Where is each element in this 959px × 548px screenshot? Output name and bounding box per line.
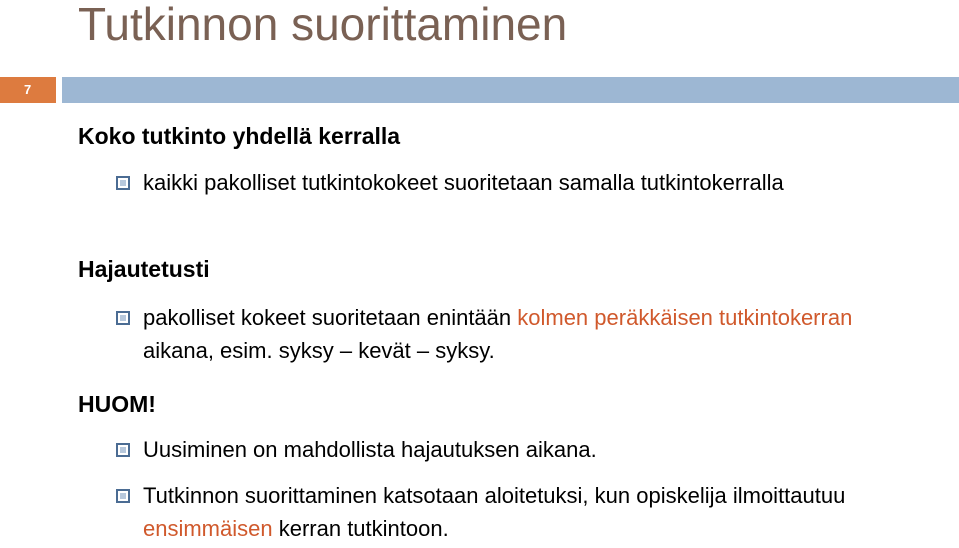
accent-bar <box>62 77 959 103</box>
square-bullet-icon <box>116 489 130 503</box>
bullet-text: Uusiminen on mahdollista hajautuksen aikana. <box>143 437 597 462</box>
square-bullet-icon <box>116 176 130 190</box>
heading-hajautetusti: Hajautetusti <box>78 256 210 282</box>
text-part: pakolliset kokeet suoritetaan enintään <box>143 305 518 330</box>
bullet-text <box>116 301 896 367</box>
square-bullet-icon <box>116 443 130 457</box>
bullet-text <box>116 479 896 545</box>
highlight-text: kolmen peräkkäisen tutkintokerran <box>517 305 853 330</box>
header-bar <box>0 77 959 103</box>
text-part: kerran tutkintoon. <box>272 516 449 541</box>
text-part: aikana, esim. syksy – kevät – syksy. <box>143 338 495 363</box>
heading-koko-tutkinto: Koko tutkinto yhdellä kerralla <box>78 123 401 149</box>
bullet-hajautetusti <box>116 301 896 367</box>
bullet-tutkinnon-suorittaminen <box>116 479 896 545</box>
slide-title: Tutkinnon suorittaminen <box>78 0 568 50</box>
slide-number: 7 <box>0 77 56 103</box>
highlight-text: ensimmäisen <box>143 516 273 541</box>
bullet-koko-tutkinto <box>116 166 896 199</box>
bullet-uusiminen <box>116 433 896 466</box>
text-part: Tutkinnon suorittaminen katsotaan aloitetuksi, kun opiskelija ilmoittautuu <box>143 483 846 508</box>
heading-huom: HUOM! <box>78 391 156 417</box>
square-bullet-icon <box>116 311 130 325</box>
bullet-text: kaikki pakolliset tutkintokokeet suoritetaan samalla tutkintokerralla <box>143 170 784 195</box>
